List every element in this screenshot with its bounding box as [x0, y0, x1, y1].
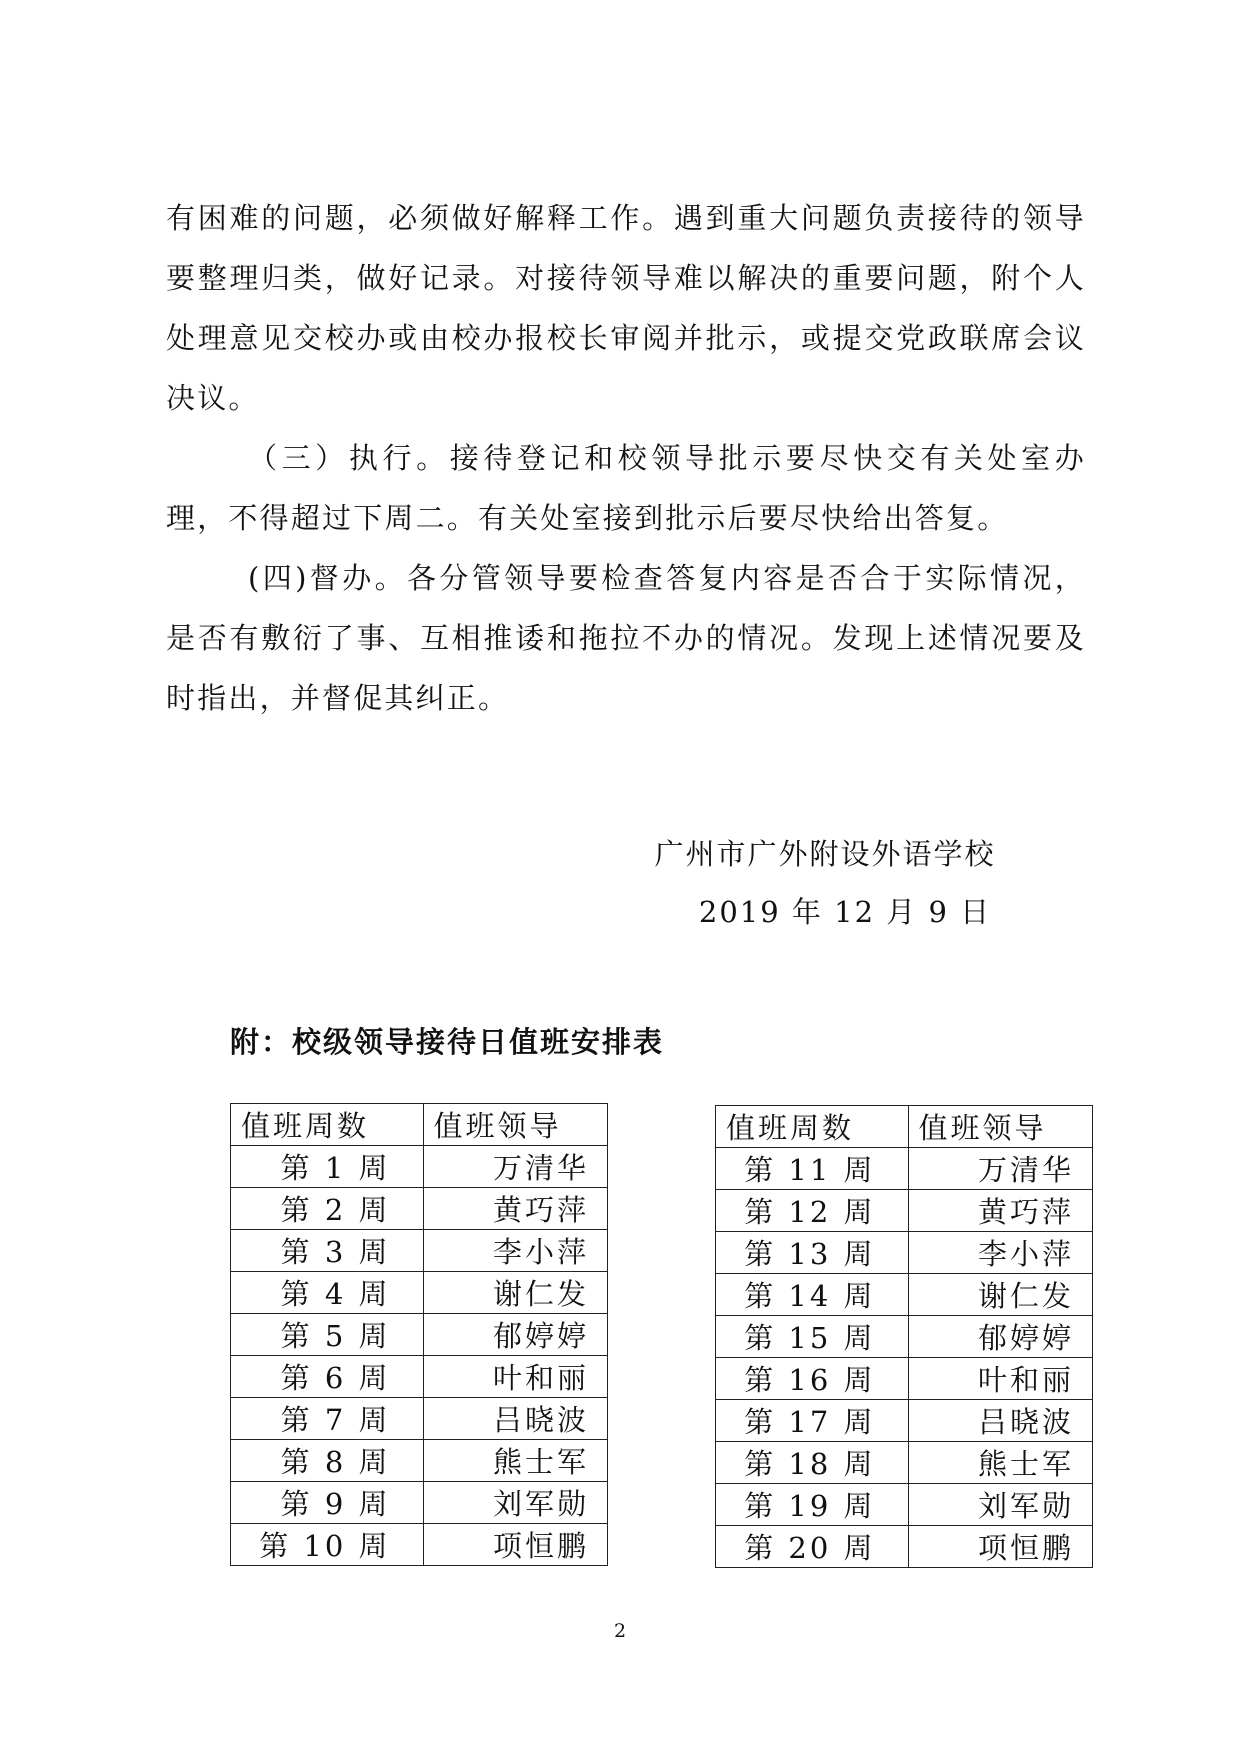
table-row: [716, 1274, 1093, 1316]
header-leader: 值班领导: [908, 1106, 1092, 1148]
duty-table-left: [230, 1103, 608, 1566]
table-row: [231, 1314, 608, 1356]
week-cell: 第 3 周: [231, 1230, 424, 1272]
leader-cell: 黄巧萍: [908, 1190, 1092, 1232]
week-cell: 第 7 周: [231, 1398, 424, 1440]
leader-cell: 项恒鹏: [423, 1524, 607, 1566]
leader-cell: 黄巧萍: [423, 1188, 607, 1230]
page-number: 2: [613, 1620, 627, 1642]
week-cell: 第 5 周: [231, 1314, 424, 1356]
table-header-row: [231, 1104, 608, 1146]
leader-cell: 郁婷婷: [423, 1314, 607, 1356]
week-cell: 第 18 周: [716, 1442, 909, 1484]
signature-date: 2019 年 12 月 9 日: [698, 895, 992, 929]
leader-cell: 熊士军: [908, 1442, 1092, 1484]
leader-cell: 李小萍: [908, 1232, 1092, 1274]
header-leader: 值班领导: [423, 1104, 607, 1146]
week-cell: 第 9 周: [231, 1482, 424, 1524]
paragraph-execution: （三）执行。接待登记和校领导批示要尽快交有关处室办理，不得超过下周二。有关处室接到批示后要尽快给出答复。: [166, 441, 1086, 535]
week-cell: 第 13 周: [716, 1232, 909, 1274]
table-row: [231, 1482, 608, 1524]
week-cell: 第 19 周: [716, 1484, 909, 1526]
week-cell: 第 12 周: [716, 1190, 909, 1232]
week-cell: 第 14 周: [716, 1274, 909, 1316]
leader-cell: 刘军勋: [423, 1482, 607, 1524]
table-row: [716, 1190, 1093, 1232]
signature-block: [600, 825, 1050, 941]
week-cell: 第 16 周: [716, 1358, 909, 1400]
leader-cell: 郁婷婷: [908, 1316, 1092, 1358]
table-row: [716, 1316, 1093, 1358]
table-row: [716, 1400, 1093, 1442]
leader-cell: 项恒鹏: [908, 1526, 1092, 1568]
paragraph-supervision: (四)督办。各分管领导要检查答复内容是否合于实际情况，是否有敷衍了事、互相推诿和拖拉不办的情况。发现上述情况要及时指出，并督促其纠正。: [166, 561, 1086, 715]
leader-cell: 谢仁发: [423, 1272, 607, 1314]
table-row: [716, 1442, 1093, 1484]
leader-cell: 李小萍: [423, 1230, 607, 1272]
signature-org: 广州市广外附设外语学校: [654, 837, 996, 871]
week-cell: 第 10 周: [231, 1524, 424, 1566]
table-row: [716, 1232, 1093, 1274]
leader-cell: 叶和丽: [908, 1358, 1092, 1400]
duty-table-right: [715, 1105, 1093, 1568]
table-row: [231, 1146, 608, 1188]
week-cell: 第 15 周: [716, 1316, 909, 1358]
table-row: [716, 1526, 1093, 1568]
week-cell: 第 8 周: [231, 1440, 424, 1482]
leader-cell: 熊士军: [423, 1440, 607, 1482]
table-row: [231, 1398, 608, 1440]
table-row: [231, 1356, 608, 1398]
header-week: 值班周数: [716, 1106, 909, 1148]
attachment-title: 附：校级领导接待日值班安排表: [230, 1025, 665, 1059]
table-row: [716, 1148, 1093, 1190]
table-row: [231, 1230, 608, 1272]
leader-cell: 万清华: [908, 1148, 1092, 1190]
week-cell: 第 20 周: [716, 1526, 909, 1568]
week-cell: 第 11 周: [716, 1148, 909, 1190]
body-text: [166, 188, 1086, 728]
table-header-row: [716, 1106, 1093, 1148]
table-row: [231, 1524, 608, 1566]
leader-cell: 谢仁发: [908, 1274, 1092, 1316]
week-cell: 第 2 周: [231, 1188, 424, 1230]
leader-cell: 吕晓波: [423, 1398, 607, 1440]
week-cell: 第 4 周: [231, 1272, 424, 1314]
table-row: [231, 1188, 608, 1230]
week-cell: 第 1 周: [231, 1146, 424, 1188]
table-row: [231, 1440, 608, 1482]
table-row: [716, 1358, 1093, 1400]
leader-cell: 万清华: [423, 1146, 607, 1188]
table-row: [716, 1484, 1093, 1526]
paragraph-continuation: 有困难的问题，必须做好解释工作。遇到重大问题负责接待的领导要整理归类，做好记录。对接待领导难以解决的重要问题，附个人处理意见交校办或由校办报校长审阅并批示，或提交党政联席会议决议。: [166, 201, 1086, 415]
week-cell: 第 17 周: [716, 1400, 909, 1442]
header-week: 值班周数: [231, 1104, 424, 1146]
leader-cell: 刘军勋: [908, 1484, 1092, 1526]
leader-cell: 吕晓波: [908, 1400, 1092, 1442]
table-row: [231, 1272, 608, 1314]
leader-cell: 叶和丽: [423, 1356, 607, 1398]
week-cell: 第 6 周: [231, 1356, 424, 1398]
